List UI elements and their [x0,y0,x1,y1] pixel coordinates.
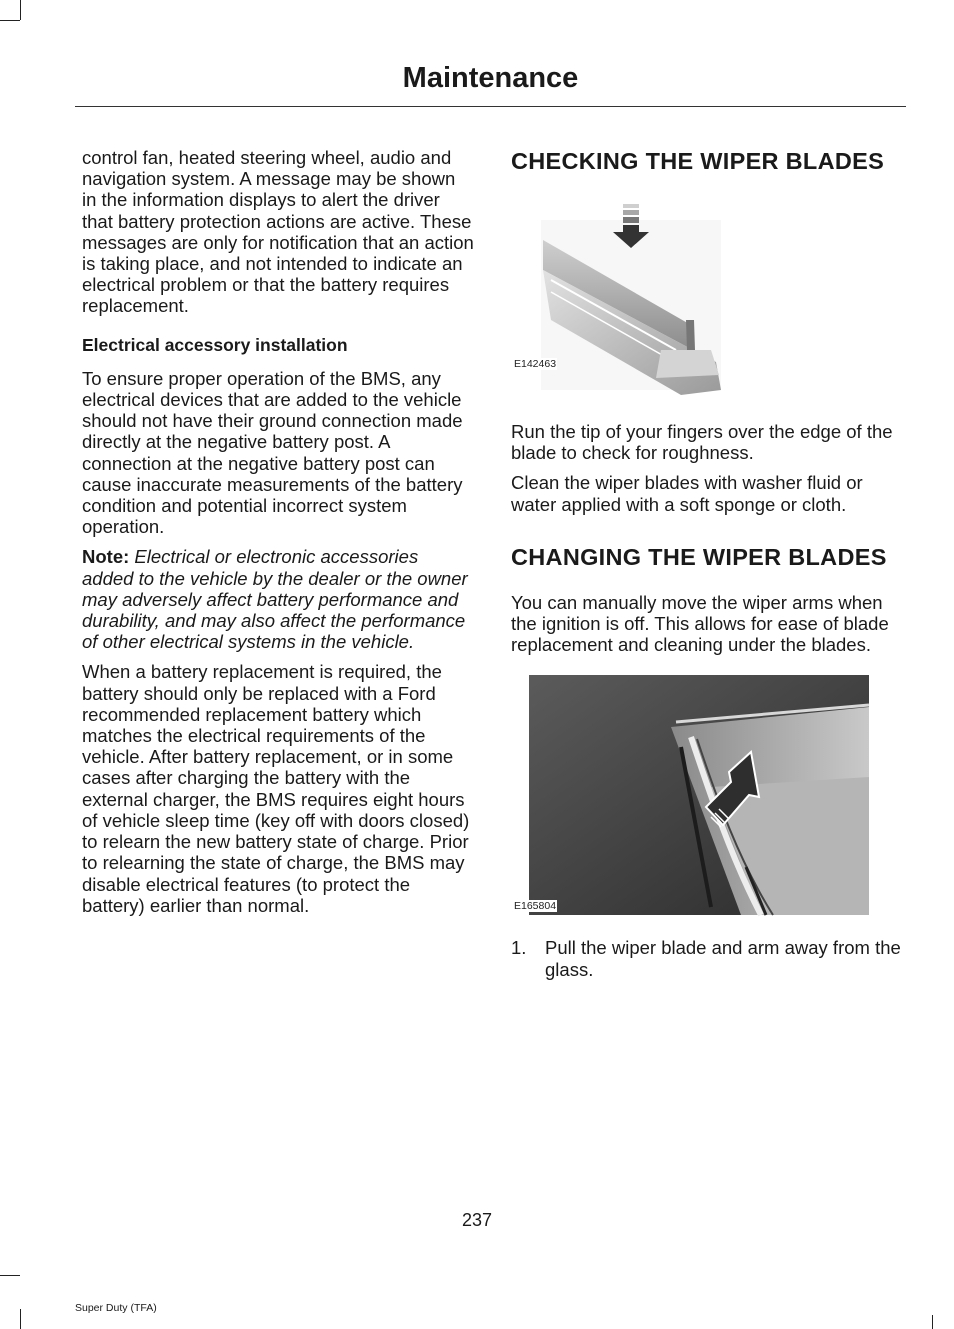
left-column [82,147,474,925]
wiper-blade-figure [511,200,905,416]
wiper-blade-illustration [511,200,905,416]
figure-label: E165804 [514,900,557,913]
page-number: 237 [461,1210,493,1230]
paragraph: You can manually move the wiper arms when the ignition is off. This allows for ease of blade replacement and cleaning under the blades. [511,591,889,656]
note [82,546,474,652]
crop-mark [20,0,21,20]
page-title: Maintenance [402,62,579,94]
section-heading: CHECKING THE WIPER BLADES [511,148,885,174]
paragraph: Run the tip of your fingers over the edge of the blade to check for roughness. [511,421,893,464]
step-text: Pull the wiper blade and arm away from the glass. [545,937,901,980]
paragraph: When a battery replacement is required, the battery should only be replaced with a Ford recommended replacement battery which matches the electrical requirements of the vehicle. After battery replacement, or in some cases after charging the battery with the external charger, the BMS requires eight hours of vehicle sleep time (key off with doors closed) to relearn the new battery state of charge. Prior to relearning the state of charge, the BMS may disable electrical features (to protect the battery) earlier than normal. [82,661,470,916]
crop-mark [0,1275,20,1276]
step-number: 1. [511,937,527,959]
footer-text: Super Duty (TFA) [75,1302,157,1314]
figure-label: E142463 [514,358,557,370]
wiper-arm-illustration [511,667,905,923]
paragraph: To ensure proper operation of the BMS, any electrical devices that are added to the vehicle should not have their ground connection made directly at the negative battery post. A connection at the negative battery post can cause inaccurate measurements of the battery condition and potential incorrect system operation. [82,367,463,538]
crop-mark [0,20,20,21]
subheading: Electrical accessory installation [82,334,348,355]
header-rule [75,106,906,107]
crop-mark [932,1315,933,1329]
paragraph: Clean the wiper blades with washer fluid or water applied with a soft sponge or cloth. [511,472,863,515]
section-heading: CHANGING THE WIPER BLADES [511,543,887,570]
paragraph: control fan, heated steering wheel, audio and navigation system. A message may be shown in the information displays to alert the driver that battery protection actions are active. These messages are only for notification that an action is taking place, and not intended to indicate an electrical problem or that the battery requires replacement. [82,147,474,317]
list-item [511,937,905,979]
wiper-arm-figure [511,667,905,923]
steps-list [511,937,905,979]
note-text: Electrical or electronic accessories added to the vehicle by the dealer or the owner may adversely affect battery performance and durability, and may also affect the performance of other electrical systems in the vehicle. [82,546,468,653]
crop-mark [20,1309,21,1329]
note-label: Note: [82,546,130,568]
right-column [511,147,905,980]
